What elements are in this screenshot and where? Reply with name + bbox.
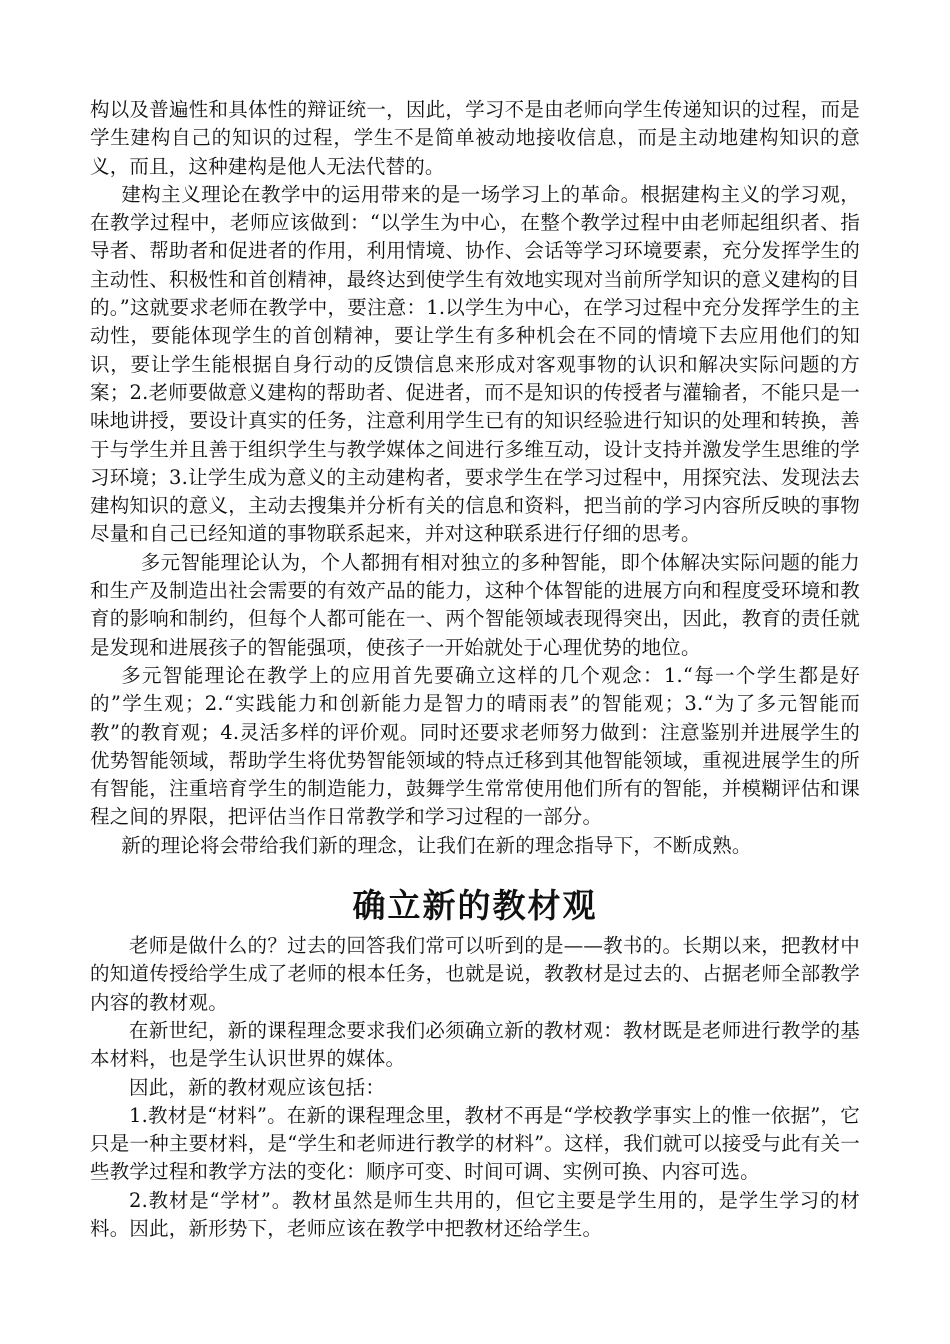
paragraph: 构以及普遍性和具体性的辩证统一，因此，学习不是由老师向学生传递知识的过程，而是学生建构自己的知识的过程，学生不是简单被动地接收信息，而是主动地建构知识的意义，而且，这种建构是他人无法代替的。	[90, 98, 860, 178]
document-page	[90, 96, 860, 1243]
paragraph: 多元智能理论在教学上的应用首先要确立这样的几个观念：1.“每一个学生都是好的”学生观；2.“实践能力和创新能力是智力的晴雨表”的智能观；3.“为了多元智能而教”的教育观；4.灵活多样的评价观。同时还要求老师努力做到：注意鉴别并进展学生的优势智能领域，帮助学生将优势智能领域的特点迁移到其他智能领域，重视进展学生的所有智能，注重培育学生的制造能力，鼓舞学生常常使用他们所有的智能，并模糊评估和课程之间的界限，把评估当作日常教学和学习过程的一部分。	[90, 663, 860, 829]
paragraph: 因此，新的教材观应该包括：	[129, 1075, 386, 1099]
paragraph: 建构主义理论在教学中的运用带来的是一场学习上的革命。根据建构主义的学习观，在教学过程中，老师应该做到：“以学生为中心，在整个教学过程中由老师起组织者、指导者、帮助者和促进者的作用，利用情境、协作、会话等学习环境要素，充分发挥学生的主动性、积极性和首创精神，最终达到使学生有效地实现对当前所学知识的意义建构的目的。”这就要求老师在教学中，要注意：1.以学生为中心，在学习过程中充分发挥学生的主动性，要能体现学生的首创精神，要让学生有多种机会在不同的情境下去应用他们的知识，要让学生能根据自身行动的反馈信息来形成对客观事物的认识和解决实际问题的方案；2.老师要做意义建构的帮助者、促进者，而不是知识的传授者与灌输者，不能只是一味地讲授，要设计真实的任务，注意利用学生已有的知识经验进行知识的处理和转换，善于与学生并且善于组织学生与教学媒体之间进行多维互动，设计支持并激发学生思维的学习环境；3.让学生成为意义的主动建构者，要求学生在学习过程中，用探究法、发现法去建构知识的意义，主动去搜集并分析有关的信息和资料，把当前的学习内容所反映的事物尽量和自己已经知道的事物联系起来，并对这种联系进行仔细的思考。	[90, 182, 860, 546]
paragraph: 老师是做什么的？过去的回答我们常可以听到的是——教书的。长期以来，把教材中的知道传授给学生成了老师的根本任务，也就是说，教教材是过去的、占据老师全部教学内容的教材观。	[90, 934, 860, 1014]
paragraph: 多元智能理论认为，个人都拥有相对独立的多种智能，即个体解决实际问题的能力和生产及制造出社会需要的有效产品的能力，这种个体智能的进展方向和程度受环境和教育的影响和制约，但每个人都可能在一、两个智能领域表现得突出，因此，教育的责任就是发现和进展孩子的智能强项，使孩子一开始就处于心理优势的地位。	[90, 550, 860, 659]
section-title: 确立新的教材观	[352, 886, 598, 926]
list-item: 2.教材是“学材”。教材虽然是师生共用的，但它主要是学生用的，是学生学习的材料。因此，新形势下，老师应该在教学中把教材还给学生。	[90, 1188, 860, 1240]
paragraph: 在新世纪，新的课程理念要求我们必须确立新的教材观：教材既是老师进行教学的基本材料，也是学生认识世界的媒体。	[90, 1018, 860, 1071]
list-item: 1.教材是“材料”。在新的课程理念里，教材不再是“学校教学事实上的惟一依据”，它只是一种主要材料，是“学生和老师进行教学的材料”。这样，我们就可以接受与此有关一些教学过程和教学方法的变化：顺序可变、时间可调、实例可换、内容可选。	[90, 1103, 860, 1184]
paragraph: 新的理论将会带给我们新的理念，让我们在新的理念指导下，不断成熟。	[121, 833, 752, 857]
